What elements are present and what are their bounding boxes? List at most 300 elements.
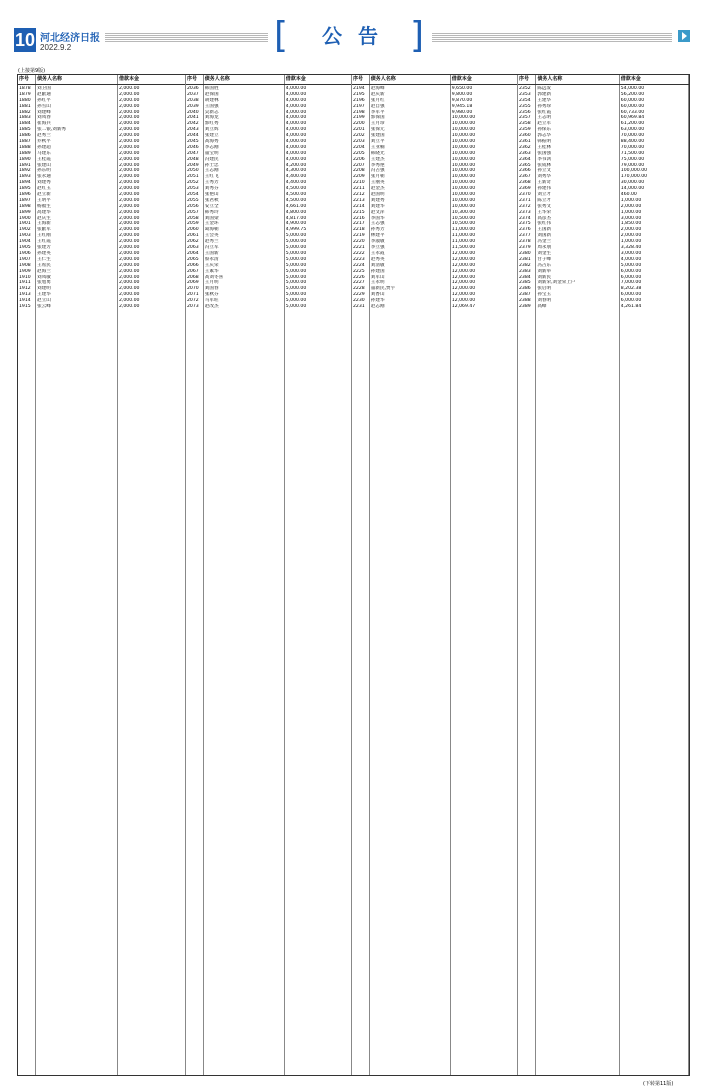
row-serial: 2372 bbox=[519, 203, 531, 209]
row-debtor-name: 陈远发 bbox=[537, 86, 552, 91]
row-principal: 2,000.00 bbox=[119, 162, 140, 168]
row-debtor-name: 李立强 bbox=[370, 245, 385, 251]
row-serial: 1912 bbox=[19, 286, 31, 292]
row-principal: 2,000.00 bbox=[119, 245, 140, 251]
row-serial: 2036 bbox=[187, 86, 199, 91]
row-debtor-name: 赵秀英 bbox=[370, 256, 385, 262]
row-serial: 2386 bbox=[519, 286, 531, 292]
row-principal: 5,000.00 bbox=[285, 250, 307, 256]
row-serial: 2208 bbox=[353, 168, 365, 174]
row-debtor-name: 赵红玉 bbox=[37, 186, 51, 192]
row-serial: 1900 bbox=[19, 215, 31, 221]
row-serial: 2356 bbox=[519, 109, 531, 115]
row-serial: 2389 bbox=[519, 303, 531, 309]
row-debtor-name: 张秀文 bbox=[537, 203, 552, 209]
row-principal: 4,000.00 bbox=[285, 139, 307, 145]
row-debtor-name: 张献军 bbox=[37, 227, 51, 233]
row-serial: 2196 bbox=[353, 97, 365, 103]
row-serial: 2060 bbox=[187, 227, 199, 233]
row-serial: 2219 bbox=[353, 233, 365, 239]
row-principal: 2,000.00 bbox=[119, 274, 140, 280]
row-principal: 30,000.00 bbox=[620, 180, 645, 186]
row-principal: 170,000.00 bbox=[620, 174, 648, 180]
row-principal: 11,500.00 bbox=[451, 245, 476, 251]
row-principal: 4,000.00 bbox=[285, 103, 307, 109]
row-principal: 2,000.00 bbox=[119, 203, 140, 209]
row-serial: 2228 bbox=[353, 286, 365, 292]
row-debtor-name: 王国强 bbox=[204, 103, 219, 109]
table-column-group bbox=[352, 75, 518, 1075]
row-debtor-name: 葛海朝 bbox=[204, 227, 219, 233]
row-debtor-name: 刘建明 bbox=[37, 286, 51, 292]
row-principal: 10,000.00 bbox=[451, 150, 476, 156]
row-serial: 2209 bbox=[353, 174, 365, 180]
row-principal: 6,000.00 bbox=[620, 298, 642, 304]
row-serial: 1904 bbox=[19, 239, 31, 245]
row-principal: 12,000.00 bbox=[451, 292, 476, 298]
row-debtor-name: 冯占强 bbox=[370, 168, 385, 174]
row-debtor-name: 王桂林 bbox=[537, 144, 552, 150]
row-debtor-name: 高建华 bbox=[37, 209, 51, 215]
row-serial: 2387 bbox=[519, 292, 531, 298]
row-principal: 2,000.00 bbox=[620, 233, 642, 239]
column-header: 债务人名称 bbox=[37, 76, 63, 82]
row-serial: 1889 bbox=[19, 150, 31, 156]
row-debtor-name: 赵海峰 bbox=[370, 86, 385, 91]
row-principal: 61,200.00 bbox=[620, 121, 645, 127]
row-debtor-name: 刘清敏 bbox=[370, 262, 385, 268]
row-serial: 2357 bbox=[519, 115, 531, 121]
row-debtor-name: 高峰 bbox=[537, 303, 547, 309]
row-principal: 14,000.00 bbox=[620, 186, 645, 192]
header-divider bbox=[518, 84, 689, 85]
row-serial: 2047 bbox=[187, 150, 199, 156]
row-serial: 2218 bbox=[353, 227, 365, 233]
row-principal: 8,202.38 bbox=[620, 286, 642, 292]
row-debtor-name: 郭志华 bbox=[537, 133, 552, 139]
row-serial: 2214 bbox=[353, 203, 365, 209]
row-principal: 460.00 bbox=[620, 192, 637, 198]
row-serial: 2364 bbox=[519, 156, 531, 162]
row-debtor-name: 刘建秀 bbox=[370, 197, 385, 203]
row-serial: 2042 bbox=[187, 121, 199, 127]
row-debtor-name: 刘立才 bbox=[537, 192, 552, 198]
row-principal: 2,000.00 bbox=[119, 97, 140, 103]
row-principal: 4,500.00 bbox=[285, 192, 307, 198]
row-serial: 2040 bbox=[187, 109, 199, 115]
row-serial: 1894 bbox=[19, 180, 31, 186]
row-serial: 2367 bbox=[519, 174, 531, 180]
page-header bbox=[0, 0, 708, 58]
row-serial: 2200 bbox=[353, 121, 365, 127]
row-principal: 2,000.00 bbox=[119, 109, 140, 115]
row-principal: 2,000.00 bbox=[119, 127, 140, 133]
row-serial: 2374 bbox=[519, 215, 531, 221]
row-principal: 100,000.00 bbox=[620, 168, 648, 174]
row-serial: 1897 bbox=[19, 197, 31, 203]
row-principal: 2,000.00 bbox=[119, 86, 140, 91]
row-serial: 2388 bbox=[519, 298, 531, 304]
row-serial: 2197 bbox=[353, 103, 365, 109]
row-principal: 2,000.00 bbox=[119, 239, 140, 245]
section-title: 公告 bbox=[322, 24, 394, 48]
row-principal: 12,000.00 bbox=[451, 298, 476, 304]
row-principal: 10,000.00 bbox=[451, 156, 476, 162]
row-debtor-name: 王志明 bbox=[537, 115, 552, 121]
row-serial: 2380 bbox=[519, 250, 531, 256]
row-debtor-name: 张建芳 bbox=[37, 245, 51, 251]
row-serial: 1896 bbox=[19, 192, 31, 198]
row-debtor-name: 赵立新 bbox=[37, 192, 51, 198]
row-serial: 2224 bbox=[353, 262, 365, 268]
row-principal: 12,000.00 bbox=[451, 268, 476, 274]
right-bracket-icon: ] bbox=[410, 15, 425, 56]
row-serial: 2061 bbox=[187, 233, 199, 239]
row-serial: 1902 bbox=[19, 227, 31, 233]
row-principal: 88,400.00 bbox=[620, 139, 645, 145]
row-principal: 75,000.00 bbox=[620, 156, 645, 162]
row-serial: 1890 bbox=[19, 156, 31, 162]
row-principal: 4,300.00 bbox=[285, 168, 307, 174]
row-serial: 2229 bbox=[353, 292, 365, 298]
row-serial: 2354 bbox=[519, 97, 531, 103]
row-debtor-name: 王会英 bbox=[204, 233, 219, 239]
row-serial: 2230 bbox=[353, 298, 365, 304]
row-serial: 1886 bbox=[19, 133, 31, 139]
row-principal: 2,000.00 bbox=[119, 303, 140, 309]
row-debtor-name: 马军旺 bbox=[204, 298, 219, 304]
row-principal: 1,000.00 bbox=[620, 209, 642, 215]
row-debtor-name: 刘卫国 bbox=[37, 86, 51, 91]
row-debtor-name: 刘立辉 bbox=[204, 127, 219, 133]
row-debtor-name: 赵秀兰 bbox=[37, 133, 51, 139]
row-serial: 1909 bbox=[19, 268, 31, 274]
row-serial: 2210 bbox=[353, 180, 365, 186]
row-principal: 5,000.00 bbox=[620, 262, 642, 268]
row-principal: 9,945.18 bbox=[451, 103, 473, 109]
column-header: 债务人名称 bbox=[204, 76, 230, 82]
row-principal: 2,000.00 bbox=[119, 192, 140, 198]
row-debtor-name: 赵志刚 bbox=[370, 303, 385, 309]
row-serial: 2202 bbox=[353, 133, 365, 139]
row-debtor-name: 张建立 bbox=[204, 133, 219, 139]
table-row bbox=[186, 304, 351, 310]
row-debtor-name: 张月红 bbox=[370, 97, 385, 103]
row-debtor-name: 王永霞 bbox=[370, 250, 385, 256]
row-serial: 2046 bbox=[187, 144, 199, 150]
row-principal: 4,999.75 bbox=[285, 227, 307, 233]
row-principal: 10,500.00 bbox=[451, 215, 476, 221]
row-principal: 9,980.00 bbox=[451, 109, 473, 115]
row-list bbox=[518, 86, 689, 310]
row-serial: 2067 bbox=[187, 268, 199, 274]
row-principal: 4,500.00 bbox=[285, 186, 307, 192]
row-debtor-name: 冯立军 bbox=[204, 245, 219, 251]
row-debtor-name: 李淑敏 bbox=[370, 239, 385, 245]
row-principal: 1,000.00 bbox=[620, 197, 642, 203]
row-debtor-name: 赵金杰 bbox=[370, 186, 385, 192]
row-debtor-name: 王桂霞 bbox=[37, 156, 51, 162]
row-debtor-name: 刘秀华 bbox=[537, 174, 552, 180]
row-principal: 10,000.00 bbox=[451, 203, 476, 209]
row-serial: 1906 bbox=[19, 250, 31, 256]
row-serial: 2195 bbox=[353, 91, 365, 97]
row-debtor-name: 高彦杰 bbox=[537, 215, 552, 221]
row-principal: 2,000.00 bbox=[119, 256, 140, 262]
row-debtor-name: 冯建民 bbox=[204, 156, 219, 162]
row-principal: 2,000.00 bbox=[119, 268, 140, 274]
row-debtor-name: 王红飞 bbox=[204, 174, 219, 180]
row-principal: 2,000.00 bbox=[119, 280, 140, 286]
column-header: 借款本金 bbox=[285, 76, 306, 82]
row-serial: 2070 bbox=[187, 286, 199, 292]
row-principal: 2,000.00 bbox=[119, 121, 140, 127]
row-serial: 2378 bbox=[519, 239, 531, 245]
row-serial: 2072 bbox=[187, 298, 199, 304]
row-serial: 1915 bbox=[19, 303, 31, 309]
row-serial: 1882 bbox=[19, 109, 31, 115]
row-debtor-name: 高海秀 bbox=[204, 139, 219, 145]
row-principal: 12,000.00 bbox=[451, 250, 476, 256]
row-debtor-name: 李秀艳 bbox=[370, 162, 385, 168]
row-serial: 1887 bbox=[19, 139, 31, 145]
row-debtor-name: 王华荣 bbox=[537, 209, 552, 215]
row-serial: 2368 bbox=[519, 180, 531, 186]
row-principal: 4,000.00 bbox=[285, 91, 307, 97]
row-principal: 2,000.00 bbox=[119, 186, 140, 192]
row-debtor-name: 孙建超 bbox=[37, 144, 51, 150]
row-serial: 2369 bbox=[519, 186, 531, 192]
header-divider bbox=[186, 84, 351, 85]
row-serial: 2069 bbox=[187, 280, 199, 286]
table-column-group bbox=[518, 75, 689, 1075]
row-serial: 2217 bbox=[353, 221, 365, 227]
row-principal: 10,300.00 bbox=[451, 209, 476, 215]
row-serial: 2363 bbox=[519, 150, 531, 156]
row-principal: 60,000.00 bbox=[620, 97, 645, 103]
row-serial: 1905 bbox=[19, 245, 31, 251]
row-debtor-name: 刘新民 bbox=[537, 274, 552, 280]
row-debtor-name: 张建山 bbox=[37, 162, 51, 168]
table-row bbox=[352, 304, 517, 310]
row-principal: 4,400.00 bbox=[285, 180, 307, 186]
row-serial: 1891 bbox=[19, 162, 31, 168]
row-serial: 2220 bbox=[353, 239, 365, 245]
row-principal: 6,000.00 bbox=[620, 268, 642, 274]
row-serial: 2207 bbox=[353, 162, 365, 168]
row-debtor-name: 王希民 bbox=[37, 262, 51, 268]
row-serial: 2039 bbox=[187, 103, 199, 109]
row-principal: 12,000.00 bbox=[451, 262, 476, 268]
row-debtor-name: 赵保国 bbox=[204, 91, 219, 97]
row-serial: 2058 bbox=[187, 215, 199, 221]
row-serial: 2212 bbox=[353, 192, 365, 198]
row-debtor-name: 刘新举 bbox=[537, 268, 552, 274]
row-serial: 1907 bbox=[19, 256, 31, 262]
newspaper-name: 河北经济日报 bbox=[40, 33, 100, 44]
row-principal: 2,000.00 bbox=[620, 227, 642, 233]
row-debtor-name: 刘金生 bbox=[537, 250, 552, 256]
row-principal: 10,000.00 bbox=[451, 133, 476, 139]
row-debtor-name: 张君秋 bbox=[204, 197, 219, 203]
row-principal: 10,000.00 bbox=[451, 139, 476, 145]
row-debtor-name: 刘新荣,刘金荣上户 bbox=[537, 280, 576, 286]
row-principal: 5,000.00 bbox=[285, 268, 307, 274]
row-debtor-name: 赵立山 bbox=[37, 298, 51, 304]
row-debtor-name: 孙建华 bbox=[370, 298, 385, 304]
row-principal: 4,000.00 bbox=[285, 97, 307, 103]
row-serial: 2041 bbox=[187, 115, 199, 121]
row-principal: 5,000.00 bbox=[285, 262, 307, 268]
row-principal: 4,000.00 bbox=[285, 86, 307, 91]
row-debtor-name: 张云峰 bbox=[37, 303, 51, 309]
row-serial: 2361 bbox=[519, 139, 531, 145]
row-debtor-name: 刘秀芬 bbox=[204, 186, 219, 192]
row-serial: 1910 bbox=[19, 274, 31, 280]
row-debtor-name: 王秀芳 bbox=[204, 180, 219, 186]
row-principal: 2,000.00 bbox=[119, 221, 140, 227]
row-serial: 2383 bbox=[519, 268, 531, 274]
row-debtor-name: 韩秀玲 bbox=[204, 209, 219, 215]
row-debtor-name: 赵献通 bbox=[37, 91, 51, 97]
row-principal: 3,328.40 bbox=[620, 245, 642, 251]
row-principal: 1,850.00 bbox=[620, 221, 642, 227]
row-serial: 1911 bbox=[19, 280, 31, 286]
row-principal: 4,000.00 bbox=[285, 150, 307, 156]
row-serial: 2055 bbox=[187, 197, 199, 203]
row-principal: 12,000.00 bbox=[451, 274, 476, 280]
table-column-group bbox=[186, 75, 352, 1075]
row-debtor-name: 安立全 bbox=[204, 203, 219, 209]
column-header: 序号 bbox=[187, 76, 198, 82]
row-serial: 1884 bbox=[19, 121, 31, 127]
row-debtor-name: 张启明 bbox=[537, 286, 552, 292]
row-debtor-name: 王金环 bbox=[204, 221, 219, 227]
row-principal: 5,000.00 bbox=[285, 274, 307, 280]
row-serial: 1880 bbox=[19, 97, 31, 103]
row-serial: 2065 bbox=[187, 256, 199, 262]
row-debtor-name: 刘国春 bbox=[204, 286, 219, 292]
row-principal: 2,000.00 bbox=[119, 103, 140, 109]
row-debtor-name: 李军平 bbox=[370, 109, 385, 115]
row-serial: 2048 bbox=[187, 156, 199, 162]
row-serial: 2381 bbox=[519, 256, 531, 262]
row-debtor-name: 蔡永清 bbox=[204, 256, 219, 262]
row-principal: 2,000.00 bbox=[119, 156, 140, 162]
row-principal: 5,000.00 bbox=[285, 245, 307, 251]
row-principal: 10,000.00 bbox=[451, 115, 476, 121]
row-debtor-name: 韩国胜 bbox=[204, 86, 219, 91]
row-serial: 2201 bbox=[353, 127, 365, 133]
row-serial: 2221 bbox=[353, 245, 365, 251]
row-serial: 2206 bbox=[353, 156, 365, 162]
row-serial: 1908 bbox=[19, 262, 31, 268]
row-serial: 2226 bbox=[353, 274, 365, 280]
row-principal: 4,000.00 bbox=[285, 109, 307, 115]
next-page-arrow-icon[interactable] bbox=[678, 30, 690, 42]
row-serial: 2365 bbox=[519, 162, 531, 168]
row-principal: 10,000.00 bbox=[451, 127, 476, 133]
continued-from-note: (上接第9版) bbox=[18, 68, 46, 74]
row-serial: 2223 bbox=[353, 256, 365, 262]
row-serial: 1899 bbox=[19, 209, 31, 215]
row-debtor-name: 马建东 bbox=[37, 150, 51, 156]
column-header: 序号 bbox=[519, 76, 530, 82]
row-debtor-name: 赵庆生 bbox=[37, 215, 51, 221]
row-debtor-name: 郭建新 bbox=[537, 91, 552, 97]
row-serial: 2064 bbox=[187, 250, 199, 256]
row-principal: 9,650.00 bbox=[451, 86, 473, 91]
row-debtor-name: 乔秋平 bbox=[37, 139, 51, 145]
row-principal: 12,069.47 bbox=[451, 303, 476, 309]
row-serial: 2056 bbox=[187, 203, 199, 209]
row-debtor-name: 王亚楠 bbox=[370, 144, 385, 150]
row-principal: 10,000.00 bbox=[451, 180, 476, 186]
row-debtor-name: 郭保国 bbox=[370, 115, 385, 121]
column-header: 借款本金 bbox=[119, 76, 140, 82]
row-principal: 60,969.84 bbox=[620, 115, 645, 121]
row-serial: 2198 bbox=[353, 109, 365, 115]
continued-to-note: (下转第11版) bbox=[643, 1081, 674, 1087]
row-serial: 1885 bbox=[19, 127, 31, 133]
row-principal: 10,500.00 bbox=[451, 221, 476, 227]
row-debtor-name: 冯占东 bbox=[537, 262, 552, 268]
row-serial: 2370 bbox=[519, 192, 531, 198]
row-serial: 1895 bbox=[19, 186, 31, 192]
row-debtor-name: 杨福生 bbox=[37, 203, 51, 209]
row-serial: 1878 bbox=[19, 86, 31, 91]
row-serial: 2044 bbox=[187, 133, 199, 139]
row-serial: 2038 bbox=[187, 97, 199, 103]
row-debtor-name: 孙立文 bbox=[537, 168, 552, 174]
row-debtor-name: 刘春明 bbox=[537, 298, 552, 304]
row-debtor-name: 赵国明 bbox=[370, 192, 385, 198]
row-debtor-name: 王庆荣 bbox=[204, 262, 219, 268]
row-debtor-name: 王红刚 bbox=[37, 233, 51, 239]
row-debtor-name: 陈立才 bbox=[537, 197, 552, 203]
row-debtor-name: 张成林 bbox=[537, 162, 552, 168]
row-serial: 2063 bbox=[187, 245, 199, 251]
row-serial: 2052 bbox=[187, 180, 199, 186]
row-principal: 4,261.84 bbox=[620, 303, 642, 309]
row-debtor-name: 王建杰 bbox=[370, 156, 385, 162]
row-principal: 11,000.00 bbox=[451, 233, 476, 239]
row-principal: 5,000.00 bbox=[285, 286, 307, 292]
row-serial: 1893 bbox=[19, 174, 31, 180]
row-principal: 11,000.00 bbox=[451, 239, 476, 245]
row-principal: 4,200.00 bbox=[285, 162, 307, 168]
row-principal: 2,000.00 bbox=[119, 133, 140, 139]
row-debtor-name: 甘子峰 bbox=[537, 256, 552, 262]
row-serial: 2231 bbox=[353, 303, 365, 309]
row-principal: 6,000.00 bbox=[620, 292, 642, 298]
header-divider bbox=[352, 84, 517, 85]
row-serial: 2049 bbox=[187, 162, 199, 168]
row-principal: 10,000.00 bbox=[451, 197, 476, 203]
row-serial: 2373 bbox=[519, 209, 531, 215]
row-serial: 2352 bbox=[519, 86, 531, 91]
row-serial: 1914 bbox=[19, 298, 31, 304]
row-serial: 2213 bbox=[353, 197, 365, 203]
row-serial: 2377 bbox=[519, 233, 531, 239]
row-principal: 4,000.00 bbox=[285, 144, 307, 150]
row-principal: 4,900.00 bbox=[285, 221, 307, 227]
row-debtor-name: 崔海兵 bbox=[37, 121, 51, 127]
row-principal: 4,000.00 bbox=[285, 156, 307, 162]
row-serial: 2382 bbox=[519, 262, 531, 268]
row-debtor-name: 孙士忠 bbox=[204, 162, 219, 168]
row-debtor-name: 赵秀兰 bbox=[204, 239, 219, 245]
